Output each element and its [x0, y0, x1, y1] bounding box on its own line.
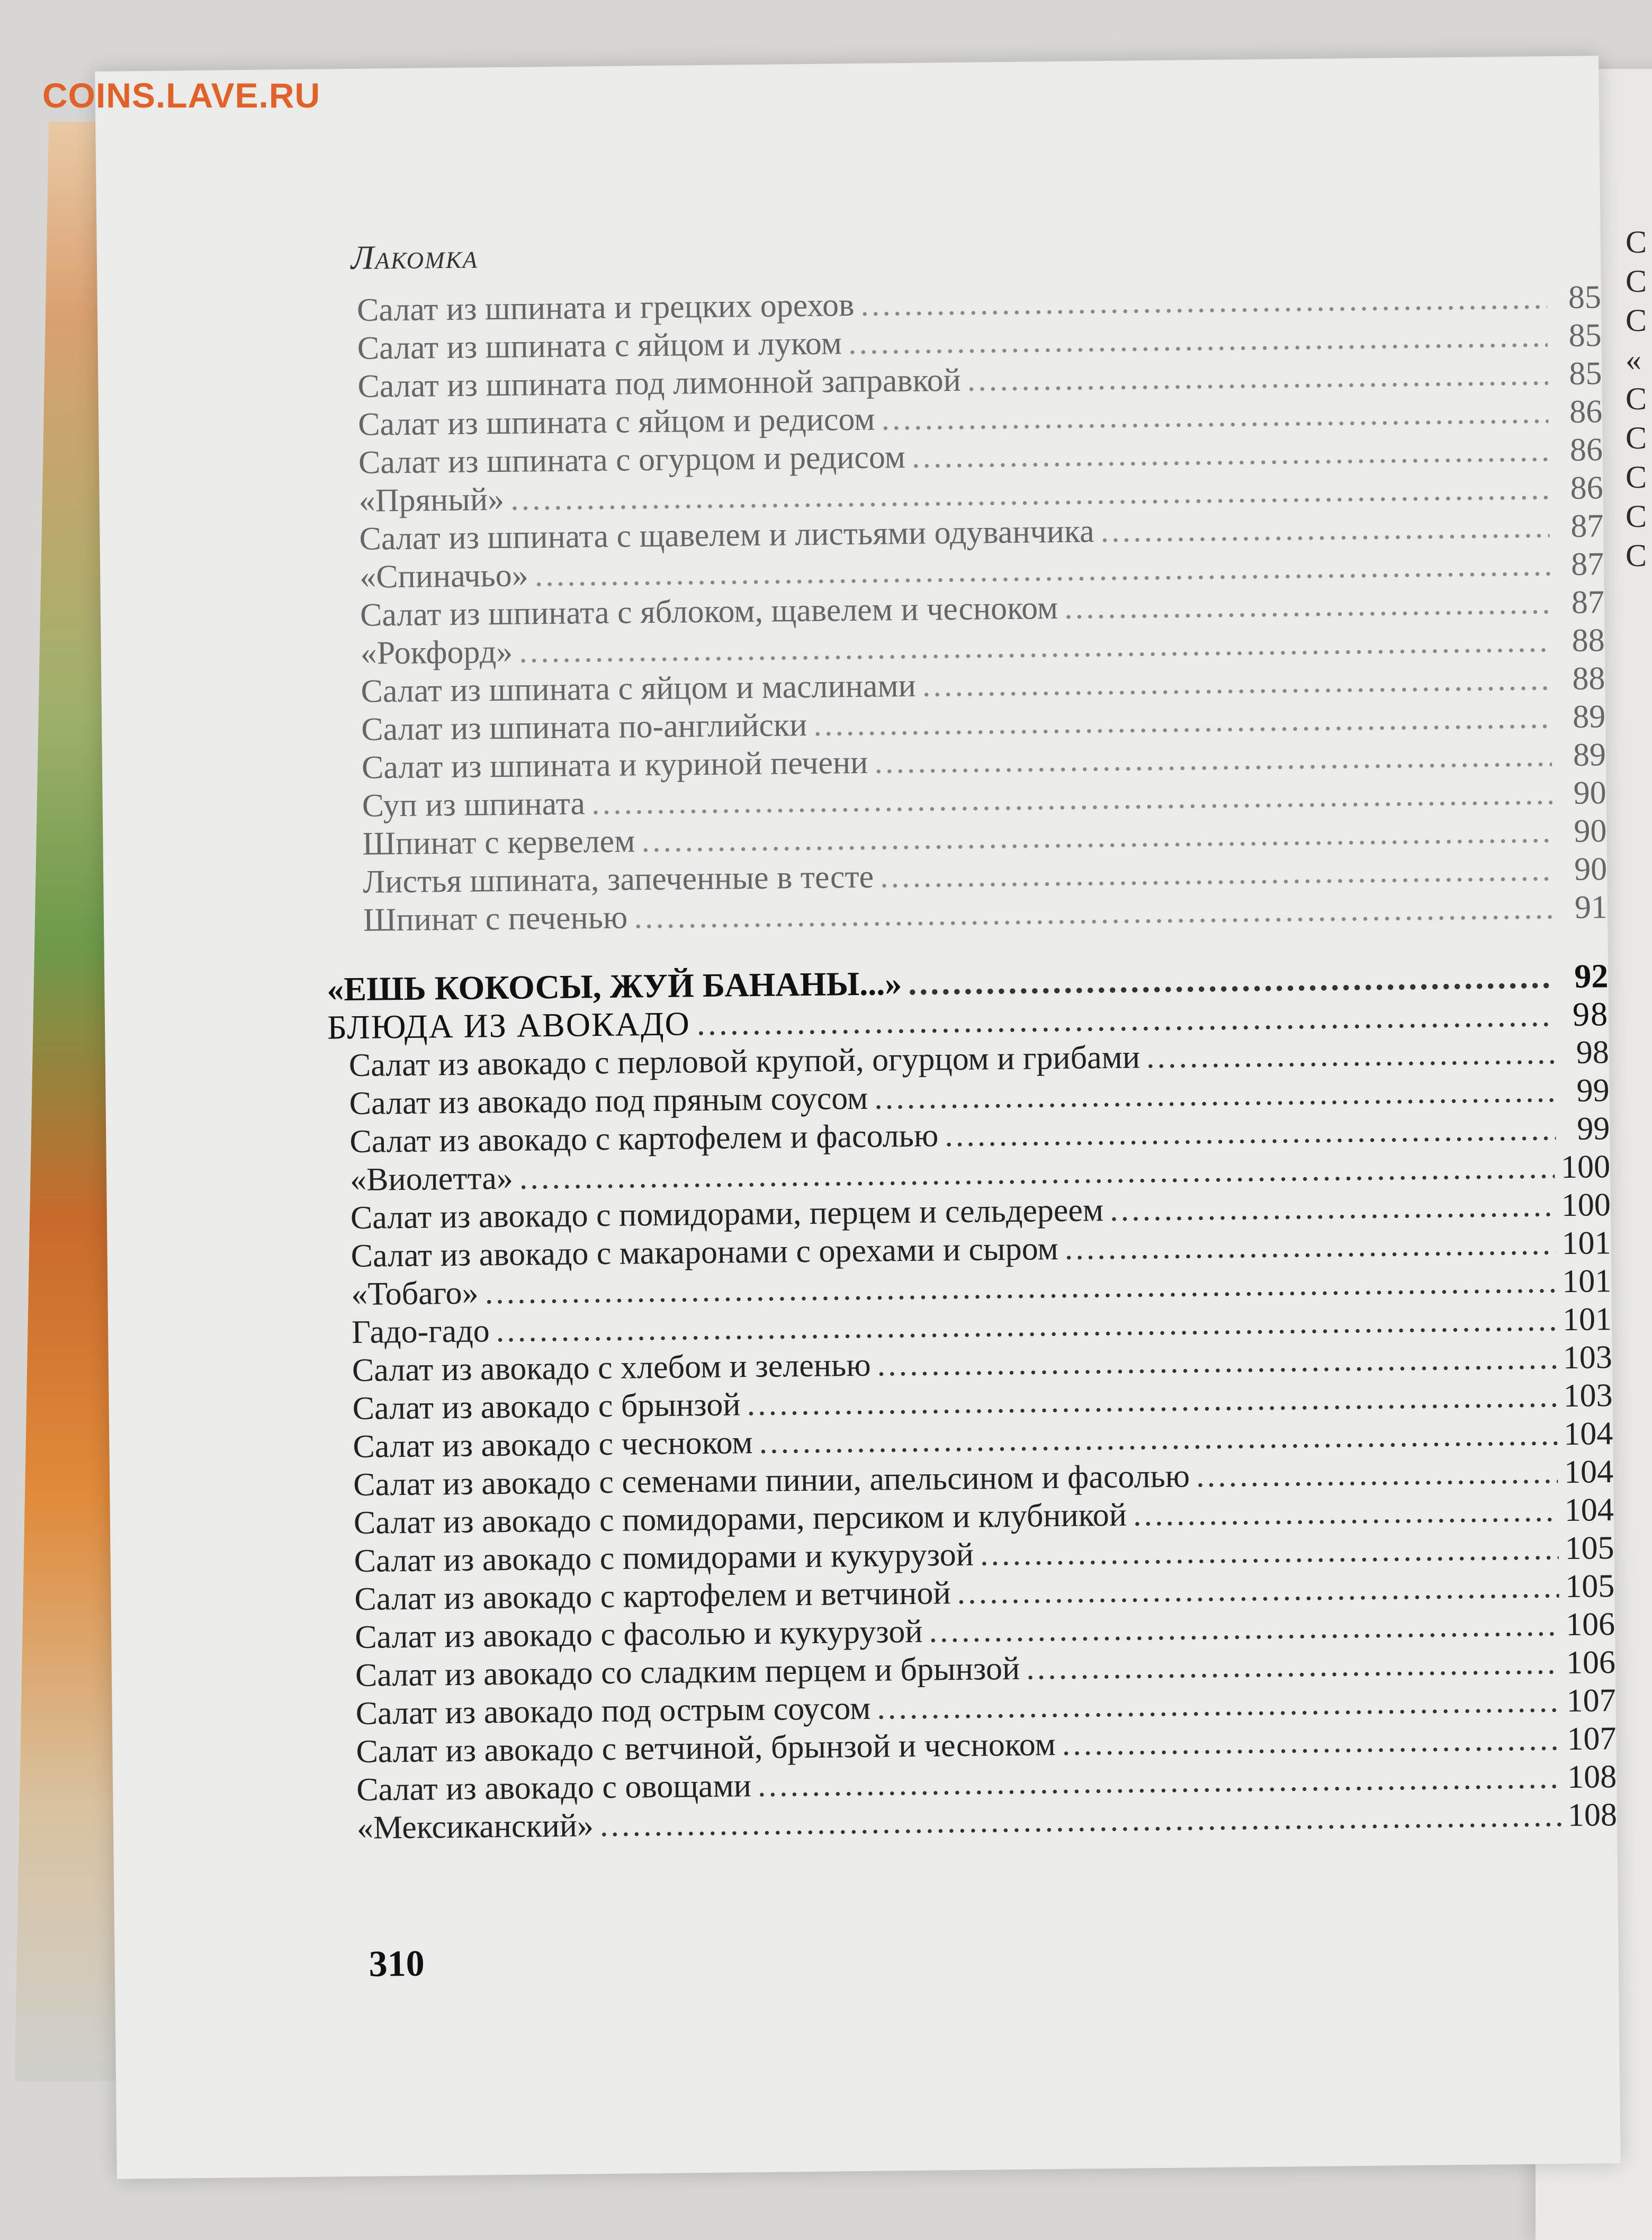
dot-leader: [1026, 1644, 1560, 1688]
entry-page: 108: [1567, 1797, 1618, 1834]
entry-page: 104: [1563, 1415, 1613, 1453]
entry-page: 100: [1561, 1187, 1611, 1224]
dot-leader: [912, 431, 1549, 476]
dot-leader: [1062, 1720, 1560, 1763]
entry-page: 104: [1564, 1492, 1614, 1529]
entry-title: Салат из авокадо с перловой крупой, огурцом и грибами: [348, 1039, 1141, 1084]
entry-title: «Пряный»: [358, 481, 505, 519]
book-page: [95, 56, 1621, 2179]
entry-title: Салат из шпината под лимонной заправкой: [357, 362, 962, 405]
dot-leader: [1064, 584, 1551, 627]
entry-page: 105: [1565, 1568, 1615, 1605]
facing-page-letter: С: [1626, 303, 1647, 338]
dot-leader: [980, 1529, 1559, 1573]
entry-title: «Тобаго»: [351, 1275, 479, 1313]
entry-title: Салат из шпината с огурцом и редисом: [358, 438, 906, 481]
watermark: COINS.LAVE.RU: [42, 76, 321, 115]
entry-title: Салат из авокадо с овощами: [356, 1768, 752, 1808]
entry-title: «Рокфорд»: [360, 633, 513, 671]
entry-page: 89: [1573, 737, 1606, 773]
dot-leader: [908, 957, 1555, 1002]
entry-page: 98: [1576, 1034, 1610, 1071]
spinach-recipes-list: [320, 278, 1608, 939]
entry-page: 107: [1566, 1682, 1616, 1719]
table-of-contents: [320, 278, 1618, 1847]
dot-leader: [877, 1682, 1560, 1727]
entry-title: Салат из шпината по-английски: [361, 706, 807, 748]
entry-title: Салат из авокадо с хлебом и зеленью: [352, 1347, 871, 1389]
entry-page: 99: [1576, 1110, 1610, 1147]
dot-leader: [877, 1339, 1557, 1384]
entry-title: Салат из авокадо с чесноком: [353, 1424, 753, 1465]
entry-page: 88: [1572, 622, 1605, 659]
entry-title: Салат из шпината с яйцом и редисом: [357, 401, 875, 443]
entry-page: 108: [1567, 1759, 1617, 1796]
entry-title: Шпинат с кервелем: [362, 823, 635, 862]
entry-page: 88: [1572, 660, 1605, 697]
running-head: Лакомка: [351, 237, 479, 276]
heading-page: 98: [1572, 995, 1609, 1033]
facing-page-letter: «: [1626, 342, 1641, 377]
dot-leader: [880, 850, 1554, 895]
entry-title: Салат из авокадо с ветчиной, брынзой и чесноком: [356, 1726, 1056, 1770]
entry-page: 100: [1560, 1149, 1611, 1186]
entry-title: Салат из шпината с щавелем и листьями одуванчика: [359, 513, 1094, 557]
dot-leader: [1100, 507, 1550, 550]
dot-leader: [957, 1567, 1559, 1612]
dot-leader: [1146, 1034, 1556, 1076]
entry-page: 90: [1573, 775, 1607, 811]
entry-title: Салат из авокадо с картофелем и ветчиной: [354, 1575, 951, 1618]
facing-page-letter: С: [1626, 225, 1647, 259]
entry-title: Салат из авокадо с фасолью и кукурузой: [354, 1613, 923, 1655]
facing-page-letter: С: [1626, 264, 1647, 299]
entry-page: 103: [1563, 1377, 1613, 1414]
dot-leader: [1133, 1491, 1558, 1534]
entry-title: Салат из шпината с яйцом и луком: [357, 325, 842, 366]
entry-title: Салат из шпината и куриной печени: [361, 744, 868, 786]
entry-title: Салат из авокадо с помидорами, персиком и клубникой: [353, 1497, 1127, 1542]
entry-title: «Виолетта»: [349, 1160, 514, 1198]
entry-title: Салат из авокадо со сладким перцем и брынзой: [355, 1650, 1020, 1694]
entry-page: 87: [1571, 584, 1605, 621]
entry-page: 90: [1574, 813, 1607, 849]
entry-page: 89: [1572, 698, 1606, 735]
entry-page: 105: [1565, 1530, 1614, 1567]
dot-leader: [922, 660, 1551, 704]
entry-page: 85: [1569, 355, 1602, 392]
dot-leader: [1110, 1186, 1555, 1229]
entry-title: Салат из авокадо с картофелем и фасолью: [349, 1117, 939, 1160]
dot-leader: [945, 1110, 1556, 1154]
entry-page: 107: [1567, 1721, 1617, 1758]
entry-title: Салат из авокадо с помидорами и кукурузой: [354, 1536, 974, 1580]
dot-leader: [848, 317, 1548, 362]
facing-page-letter: С: [1626, 538, 1647, 573]
entry-title: Суп из шпината: [362, 785, 586, 824]
dot-leader: [881, 393, 1548, 438]
dot-leader: [1064, 1224, 1556, 1268]
facing-page-letters: [1626, 222, 1652, 575]
entry-page: 90: [1574, 851, 1608, 888]
dot-leader: [874, 736, 1552, 781]
section-page: 92: [1574, 957, 1609, 995]
entry-page: 87: [1570, 546, 1604, 583]
entry-page: 86: [1569, 432, 1603, 468]
entry-title: Салат из шпината и грецких орехов: [356, 286, 855, 328]
entry-title: Гадо-гадо: [351, 1313, 490, 1351]
entry-page: 86: [1570, 470, 1603, 506]
facing-page-letter: С: [1626, 460, 1647, 495]
entry-title: Салат из авокадо с макаронами с орехами и сыром: [351, 1231, 1059, 1275]
facing-page-letter: С: [1626, 381, 1647, 416]
entry-title: Салат из авокадо под пряным соусом: [349, 1080, 868, 1122]
entry-page: 99: [1576, 1072, 1610, 1109]
entry-page: 87: [1570, 508, 1604, 544]
entry-page: 85: [1568, 317, 1602, 354]
dot-leader: [860, 279, 1547, 324]
dot-leader: [929, 1606, 1559, 1650]
entry-title: Листья шпината, запеченные в тесте: [362, 858, 874, 900]
entry-title: Шпинат с печенью: [363, 899, 628, 938]
entry-title: Салат из авокадо с брынзой: [352, 1386, 741, 1427]
entry-title: «Мексиканский»: [356, 1807, 594, 1846]
dot-leader: [1196, 1453, 1558, 1495]
entry-page: 101: [1562, 1301, 1612, 1338]
entry-title: Салат из авокадо с семенами пинии, апельсином и фасолью: [353, 1458, 1190, 1503]
entry-title: «Спиначьо»: [359, 557, 528, 595]
entry-page: 101: [1561, 1263, 1612, 1300]
entry-title: Салат из авокадо с помидорами, перцем и сельдереем: [350, 1192, 1104, 1237]
facing-page-letter: С: [1626, 499, 1647, 534]
entry-page: 91: [1574, 889, 1608, 926]
section-title: «ЕШЬ КОКОСЫ, ЖУЙ БАНАНЫ...»: [327, 964, 902, 1008]
entry-page: 104: [1564, 1454, 1614, 1491]
entry-page: 106: [1565, 1606, 1615, 1643]
dot-leader: [967, 355, 1548, 399]
section-block: [327, 957, 1617, 1847]
entry-page: 86: [1569, 393, 1603, 430]
page-number: 310: [369, 1943, 425, 1985]
entry-page: 101: [1561, 1225, 1611, 1262]
entry-title: Салат из шпината с яйцом и маслинами: [361, 667, 917, 710]
entry-page: 85: [1568, 279, 1602, 316]
heading-title: БЛЮДА ИЗ АВОКАДО: [327, 1005, 691, 1046]
entry-page: 103: [1563, 1339, 1613, 1376]
facing-page-letter: С: [1626, 420, 1647, 455]
entry-title: Салат из авокадо под острым соусом: [355, 1690, 871, 1732]
dot-leader: [874, 1072, 1556, 1117]
entry-page: 106: [1566, 1644, 1616, 1681]
entry-title: Салат из шпината с яблоком, щавелем и чесноком: [360, 589, 1058, 633]
avocado-recipes-list: [328, 1033, 1618, 1847]
